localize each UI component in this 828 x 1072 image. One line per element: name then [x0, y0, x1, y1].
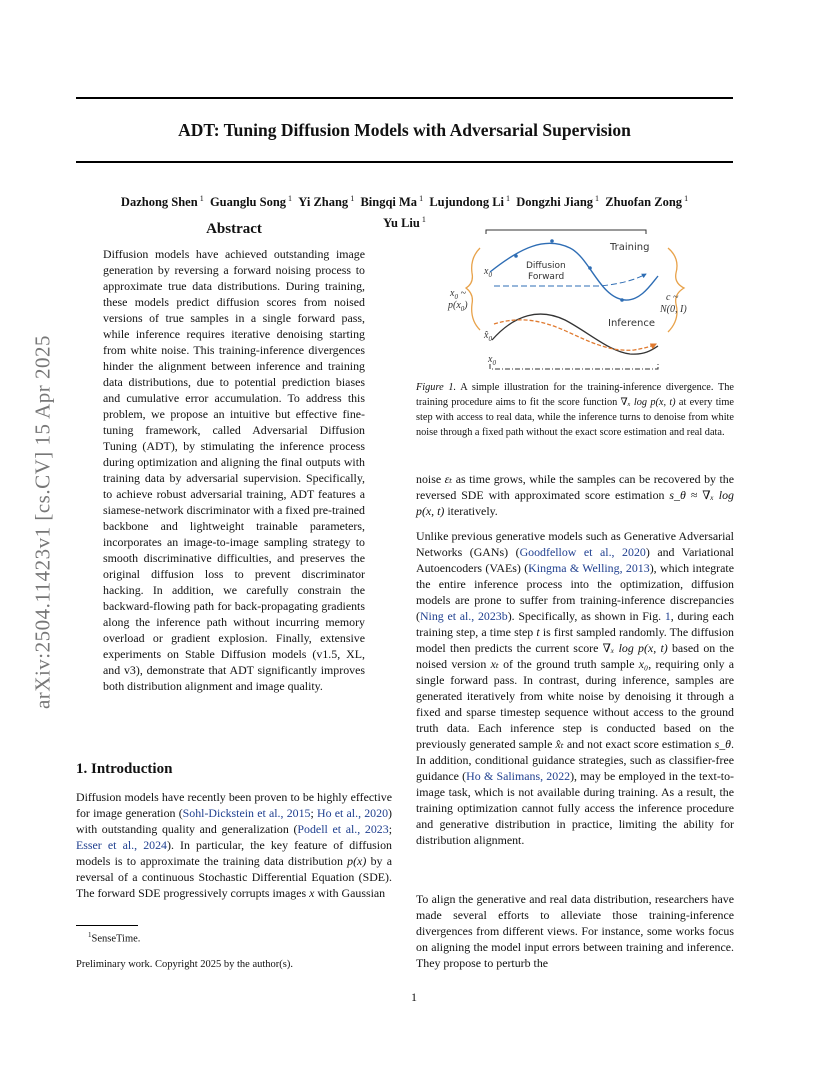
abstract-body: Diffusion models have achieved outstanding image generation by reversing a forward noising process to approximate true data distributions. During training, these models predict diffusion scores from noised versions of true samples in a single forward pass, while inference requires iterative denoising starting from white noise. This training-inference divergences hinder the alignment between inference and training data distributions, due to potential prediction biases and cumulative error accumulation. To address this problem, we propose an intuitive but effective fine-tuning framework, called Adversarial Diffusion Tuning (ADT), by stimulating the inference process during optimization and aligning the final outputs with training data by adversarial supervision. Specifically, to achieve robust adversarial training, ADT features a siamese-network discriminator with a fixed pre-trained backbone and lightweight trainable parameters, incorporates an image-to-image sampling strategy to smooth discriminative difficulties, and preserves the original diffusion loss to prevent discriminator hacking. In addition, we carefully constrain the backward-flowing path for back-propagating gradients along the inference path without incurring memory overload or gradient explosion. Finally, extensive experiments on Stable Diffusion models (v1.5, XL, and v3), demonstrate that ADT significantly improves both distribution alignment and image quality.	[103, 247, 365, 693]
label-dist-top: $x_0$ ~	[450, 288, 466, 301]
paragraph-sde: noise εₜ as time grows, while the samples can be recovered by the reversed SDE with approximated score estimation s_θ ≈ ∇ₓ log p(x, t) iteratively.	[416, 472, 735, 518]
paragraph-discrepancy: Unlike previous generative models such as Generative Adversarial Networks (GANs) (Goodfellow et al., 2020) and Variational Autoencoders (VAEs) (Kingma & Welling, 2013), which integrate the entire inference process into the optimization, diffusion models are prone to suffer from training-inference discrepancies (Ning et al., 2023b). Specifically, as shown in Fig. 1, during each training step, a time step t is first sampled randomly. The diffusion model then predicts the current score ∇ₓ log p(x, t) based on the noised version xₜ of the ground truth sample x₀, requiring only a single forward pass. In contrast, during inference, samples are generated iteratively from white noise by denoising it through a fixed and sparse timestep sequence without access to the ground truth data. Each inference step is conducted based on the previously generated sample x̂ₜ and not exact score estimation s_θ. In addition, conditional guidance strategies, such as classifier-free guidance (Ho & Salimans, 2022), may be employed in the text-to-image task, which is not available during training. As a result, the training optimization cannot fully access the inference procedure and generative distribution in practice, limiting the ability for distribution alignment.	[416, 529, 734, 847]
introduction-paragraph: Diffusion models have recently been proven to be highly effective for image generation (Sohl-Dickstein et al., 2015; Ho et al., 2020) with outstanding quality and generalization (Podell et al., 2023; Esser et al., 2024). In particular, the key feature of diffusion models is to approximate the training data distribution p(x) by a reversal of a continuous Stochastic Differential Equation (SDE). The forward SDE progressively corrupts images x with Gaussian	[76, 790, 392, 900]
citation-link[interactable]: Podell et al., 2023	[297, 822, 389, 836]
author-name: Yu Liu	[383, 216, 420, 231]
affiliation-mark: 1	[421, 215, 426, 225]
citation-link[interactable]: Ho et al., 2020	[317, 806, 389, 820]
label-c-dist: N(0, I)	[660, 304, 687, 315]
citation-link[interactable]: Kingma & Welling, 2013	[528, 561, 650, 575]
title-rule-top	[76, 97, 733, 99]
bracket-right	[668, 248, 684, 332]
label-x0-bottom: $x_0$	[488, 354, 496, 367]
citation-link[interactable]: Ning et al., 2023b	[419, 609, 508, 623]
math-inline: p(x)	[347, 854, 367, 868]
author-line-1	[76, 190, 733, 211]
bracket-left	[466, 248, 480, 330]
arxiv-stamp: arXiv:2504.11423v1 [cs.CV] 15 Apr 2025	[30, 334, 55, 710]
preliminary-note: Preliminary work. Copyright 2025 by the author(s).	[76, 959, 293, 970]
figure-label: Figure 1.	[416, 382, 457, 393]
figure-caption: Figure 1. A simple illustration for the training-inference divergence. The training procedure aims to fit the score function ∇ₓ log p(x, t) at every time step with access to real data, while the inference turns to denoise from white noise through a fixed path without the exact score estimation and real data.	[416, 382, 734, 438]
section-heading-introduction: 1. Introduction	[76, 761, 173, 777]
label-forward: Forward	[528, 272, 565, 282]
author-name: Zhuofan Zong	[605, 195, 683, 210]
title-rule-bottom	[76, 161, 733, 163]
affiliation-mark: 1	[595, 194, 600, 203]
author-name: Lujundong Li	[429, 195, 505, 210]
affiliation-mark: 1	[199, 194, 204, 203]
training-point	[514, 254, 518, 258]
figure-ref-link[interactable]: 1	[664, 609, 671, 623]
author-name: Dongzhi Jiang	[516, 195, 594, 210]
affiliation-mark: 1	[506, 194, 511, 203]
affiliation-mark: 1	[350, 194, 355, 203]
training-point	[550, 239, 554, 243]
label-training: Training	[610, 242, 650, 253]
label-dist-bottom: $p(x_0)$	[448, 300, 468, 313]
label-diffusion: Diffusion	[526, 261, 566, 271]
math-inline: s_θ ≈ ∇ₓ log p(x, t)	[416, 488, 735, 518]
footnote: $^1$SenseTime.	[88, 931, 141, 945]
footnote-rule	[76, 925, 138, 926]
paragraph-alignment: To align the generative and real data distribution, researchers have made several efforts to alleviate those training-inference divergences from different views. For instance, some works focus on aligning the model input errors between training and inference. They propose to perturb the	[416, 892, 734, 970]
label-c: c ~	[666, 292, 679, 303]
math-inline: ∇ₓ log p(x, t)	[620, 397, 676, 408]
author-name: Guanglu Song	[209, 195, 287, 210]
author-name: Dazhong Shen	[120, 195, 198, 210]
affiliation-mark: 1	[288, 194, 293, 203]
abstract-heading: Abstract	[206, 221, 262, 237]
label-x0-top: $x_0$	[484, 266, 492, 279]
training-point	[588, 266, 592, 270]
training-point	[620, 298, 624, 302]
citation-link[interactable]: Goodfellow et al., 2020	[519, 545, 646, 559]
citation-link[interactable]: Ho & Salimans, 2022	[466, 769, 571, 783]
author-name: Bingqi Ma	[360, 195, 418, 210]
citation-link[interactable]: Esser et al., 2024	[76, 838, 167, 852]
bracket-bottom	[490, 364, 658, 369]
diffusion-forward-path	[494, 274, 646, 286]
figure-training-inference	[440, 228, 710, 378]
bracket-top	[486, 230, 646, 234]
paper-title: ADT: Tuning Diffusion Models with Adversarial Supervision	[178, 120, 631, 140]
citation-link[interactable]: Sohl-Dickstein et al., 2015	[182, 806, 311, 820]
label-x0-hat: $x̂_0$	[484, 330, 492, 343]
author-name: Yi Zhang	[298, 195, 349, 210]
math-inline: x	[309, 886, 315, 900]
page-number: 1	[411, 990, 417, 1004]
label-inference: Inference	[608, 318, 655, 329]
math-inline: εₜ	[444, 472, 453, 486]
affiliation-mark: 1	[419, 194, 424, 203]
affiliation-mark: 1	[684, 194, 689, 203]
